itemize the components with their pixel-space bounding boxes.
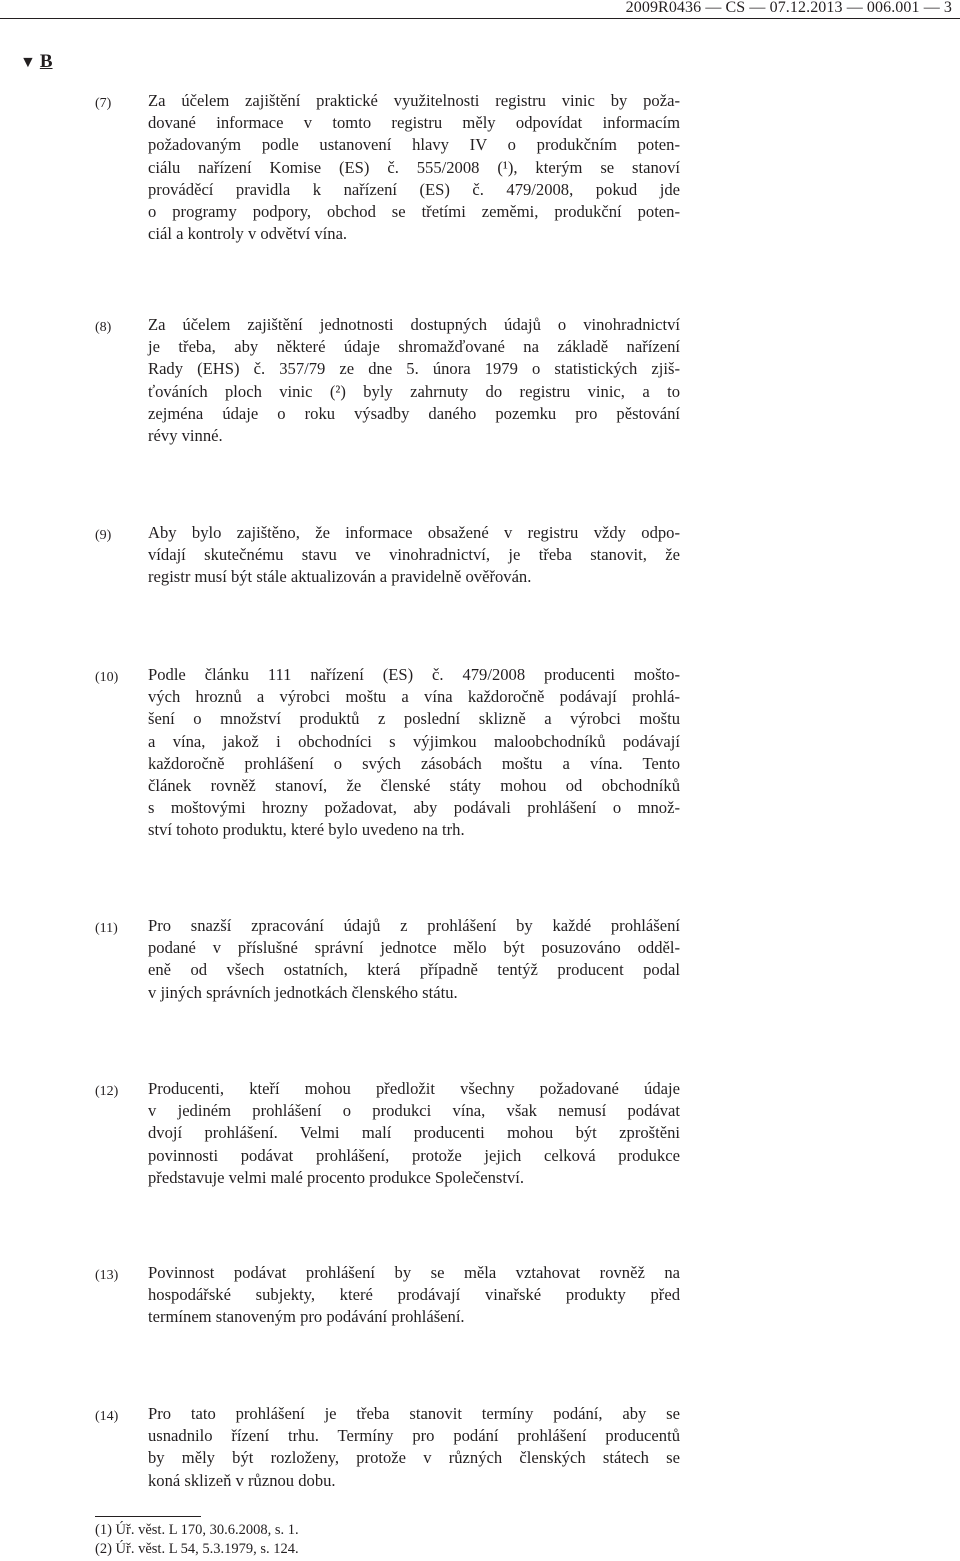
recital-line: registr musí být stále aktualizován a pravidelně ověřován. bbox=[148, 567, 532, 587]
recital-text bbox=[148, 522, 680, 589]
recital-line: Pro tato prohlášení je třeba stanovit termíny podání, aby se bbox=[148, 1404, 680, 1423]
recital-line: by měly být rozloženy, protože v různých členských státech se bbox=[148, 1448, 680, 1468]
document-header bbox=[0, 0, 960, 19]
footnote-mark: (1) bbox=[95, 1522, 112, 1538]
recital-text bbox=[148, 90, 680, 245]
footnote-mark: (2) bbox=[95, 1541, 112, 1557]
recital-line: šení o množství produktů z poslední sklizně a výrobci moštu bbox=[148, 709, 680, 729]
recital-line: povinnosti podávat prohlášení, protože jejich celková produkce bbox=[148, 1145, 680, 1165]
recital-line: Pro snazší zpracování údajů z prohlášení by každé prohlášení bbox=[148, 916, 680, 935]
recital-number: (8) bbox=[95, 320, 112, 335]
recital-text bbox=[148, 1078, 680, 1189]
recital-number: (12) bbox=[95, 1084, 119, 1099]
marker-label: B bbox=[39, 51, 53, 72]
recital-text bbox=[148, 314, 680, 447]
document-reference: 2009R0436 — CS — 07.12.2013 — 006.001 — 3 bbox=[625, 0, 952, 16]
footnote-text: Úř. věst. L 54, 5.3.1979, s. 124. bbox=[115, 1541, 299, 1557]
footnote-2 bbox=[95, 1540, 299, 1558]
recital-line: Povinnost podávat prohlášení by se měla vztahovat rovněž na bbox=[148, 1263, 680, 1282]
recital-text bbox=[148, 664, 680, 842]
recital-line: Rady (EHS) č. 357/79 ze dne 5. února 1979 o statistických zjiš- bbox=[148, 359, 680, 379]
recital-line: usnadnilo řízení trhu. Termíny pro podání prohlášení producentů bbox=[148, 1426, 680, 1446]
recital-line: zejména údaje o roku výsadby daného pozemku pro pěstování bbox=[148, 403, 680, 423]
triangle-down-icon: ▼ bbox=[20, 54, 36, 71]
recital-line: vých hroznů a výrobci moštu a vína každoročně podávají prohlá- bbox=[148, 687, 680, 707]
recital-line: podané v příslušné správní jednotce mělo být posuzováno odděl- bbox=[148, 938, 680, 958]
recital-line: koná sklizeň v různou dobu. bbox=[148, 1470, 336, 1490]
recital-line: Za účelem zajištění jednotnosti dostupných údajů o vinohradnictví bbox=[148, 315, 680, 334]
recital-line: Producenti, kteří mohou předložit všechny požadované údaje bbox=[148, 1079, 680, 1098]
recital-line: ciálu nařízení Komise (ES) č. 555/2008 (¹), kterým se stanoví bbox=[148, 157, 680, 177]
recital-line: požadovaným podle ustanovení hlavy IV o produkčním poten- bbox=[148, 135, 680, 155]
recital-number: (7) bbox=[95, 96, 112, 111]
recital-line: dované informace v tomto registru měly odpovídat informacím bbox=[148, 113, 680, 133]
recital-line: s moštovými hrozny požadovat, aby podávali prohlášení o množ- bbox=[148, 798, 680, 818]
recital-line: ství tohoto produktu, které bylo uvedeno na trh. bbox=[148, 820, 465, 840]
recital-line: a vína, jakož i obchodníci s výjimkou maloobchodníků podávají bbox=[148, 731, 680, 751]
footnote-text: Úř. věst. L 170, 30.6.2008, s. 1. bbox=[115, 1522, 299, 1538]
recital-text bbox=[148, 1262, 680, 1329]
recital-line: v jiných správních jednotkách členského státu. bbox=[148, 982, 458, 1002]
recital-line: vídají skutečnému stavu ve vinohradnictví, je třeba stanovit, že bbox=[148, 545, 680, 565]
recital-line: každoročně prohlášení o svých zásobách moštu a vína. Tento bbox=[148, 753, 680, 773]
recital-line: Podle článku 111 nařízení (ES) č. 479/2008 producenti mošto- bbox=[148, 665, 680, 684]
recital-line: v jediném prohlášení o produkci vína, však nemusí podávat bbox=[148, 1101, 680, 1121]
recital-text bbox=[148, 1403, 680, 1492]
recital-line: článek rovněž stanoví, že členské státy mohou od obchodníků bbox=[148, 776, 680, 796]
recital-line: Za účelem zajištění praktické využitelnosti registru vinic by poža- bbox=[148, 91, 680, 110]
recital-text bbox=[148, 915, 680, 1004]
recital-number: (9) bbox=[95, 528, 112, 543]
recital-line: představuje velmi malé procento produkce Společenství. bbox=[148, 1167, 525, 1187]
recital-line: révy vinné. bbox=[148, 426, 223, 446]
amendment-marker bbox=[20, 52, 53, 73]
recital-line: je třeba, aby některé údaje shromažďované na základě nařízení bbox=[148, 337, 680, 357]
recital-number: (10) bbox=[95, 670, 119, 685]
recital-line: eně od všech ostatních, která případně tentýž producent podal bbox=[148, 960, 680, 980]
footnote-1 bbox=[95, 1521, 299, 1539]
recital-number: (11) bbox=[95, 921, 118, 936]
recital-line: termínem stanoveným pro podávání prohlášení. bbox=[148, 1307, 465, 1327]
recital-line: dvojí prohlášení. Velmi malí producenti mohou být zproštěni bbox=[148, 1123, 680, 1143]
recital-line: ťováních ploch vinic (²) byly zahrnuty do registru vinic, a to bbox=[148, 381, 680, 401]
recital-line: prováděcí pravidla k nařízení (ES) č. 479/2008, pokud jde bbox=[148, 179, 680, 199]
recital-line: o programy podpory, obchod se třetími zeměmi, produkční poten- bbox=[148, 202, 680, 222]
footnote-divider bbox=[95, 1516, 201, 1517]
recital-line: Aby bylo zajištěno, že informace obsažené v registru vždy odpo- bbox=[148, 523, 680, 542]
recital-line: ciál a kontroly v odvětví vína. bbox=[148, 224, 348, 244]
recital-number: (13) bbox=[95, 1268, 119, 1283]
recital-number: (14) bbox=[95, 1409, 119, 1424]
recital-line: hospodářské subjekty, které prodávají vinařské produkty před bbox=[148, 1285, 680, 1305]
